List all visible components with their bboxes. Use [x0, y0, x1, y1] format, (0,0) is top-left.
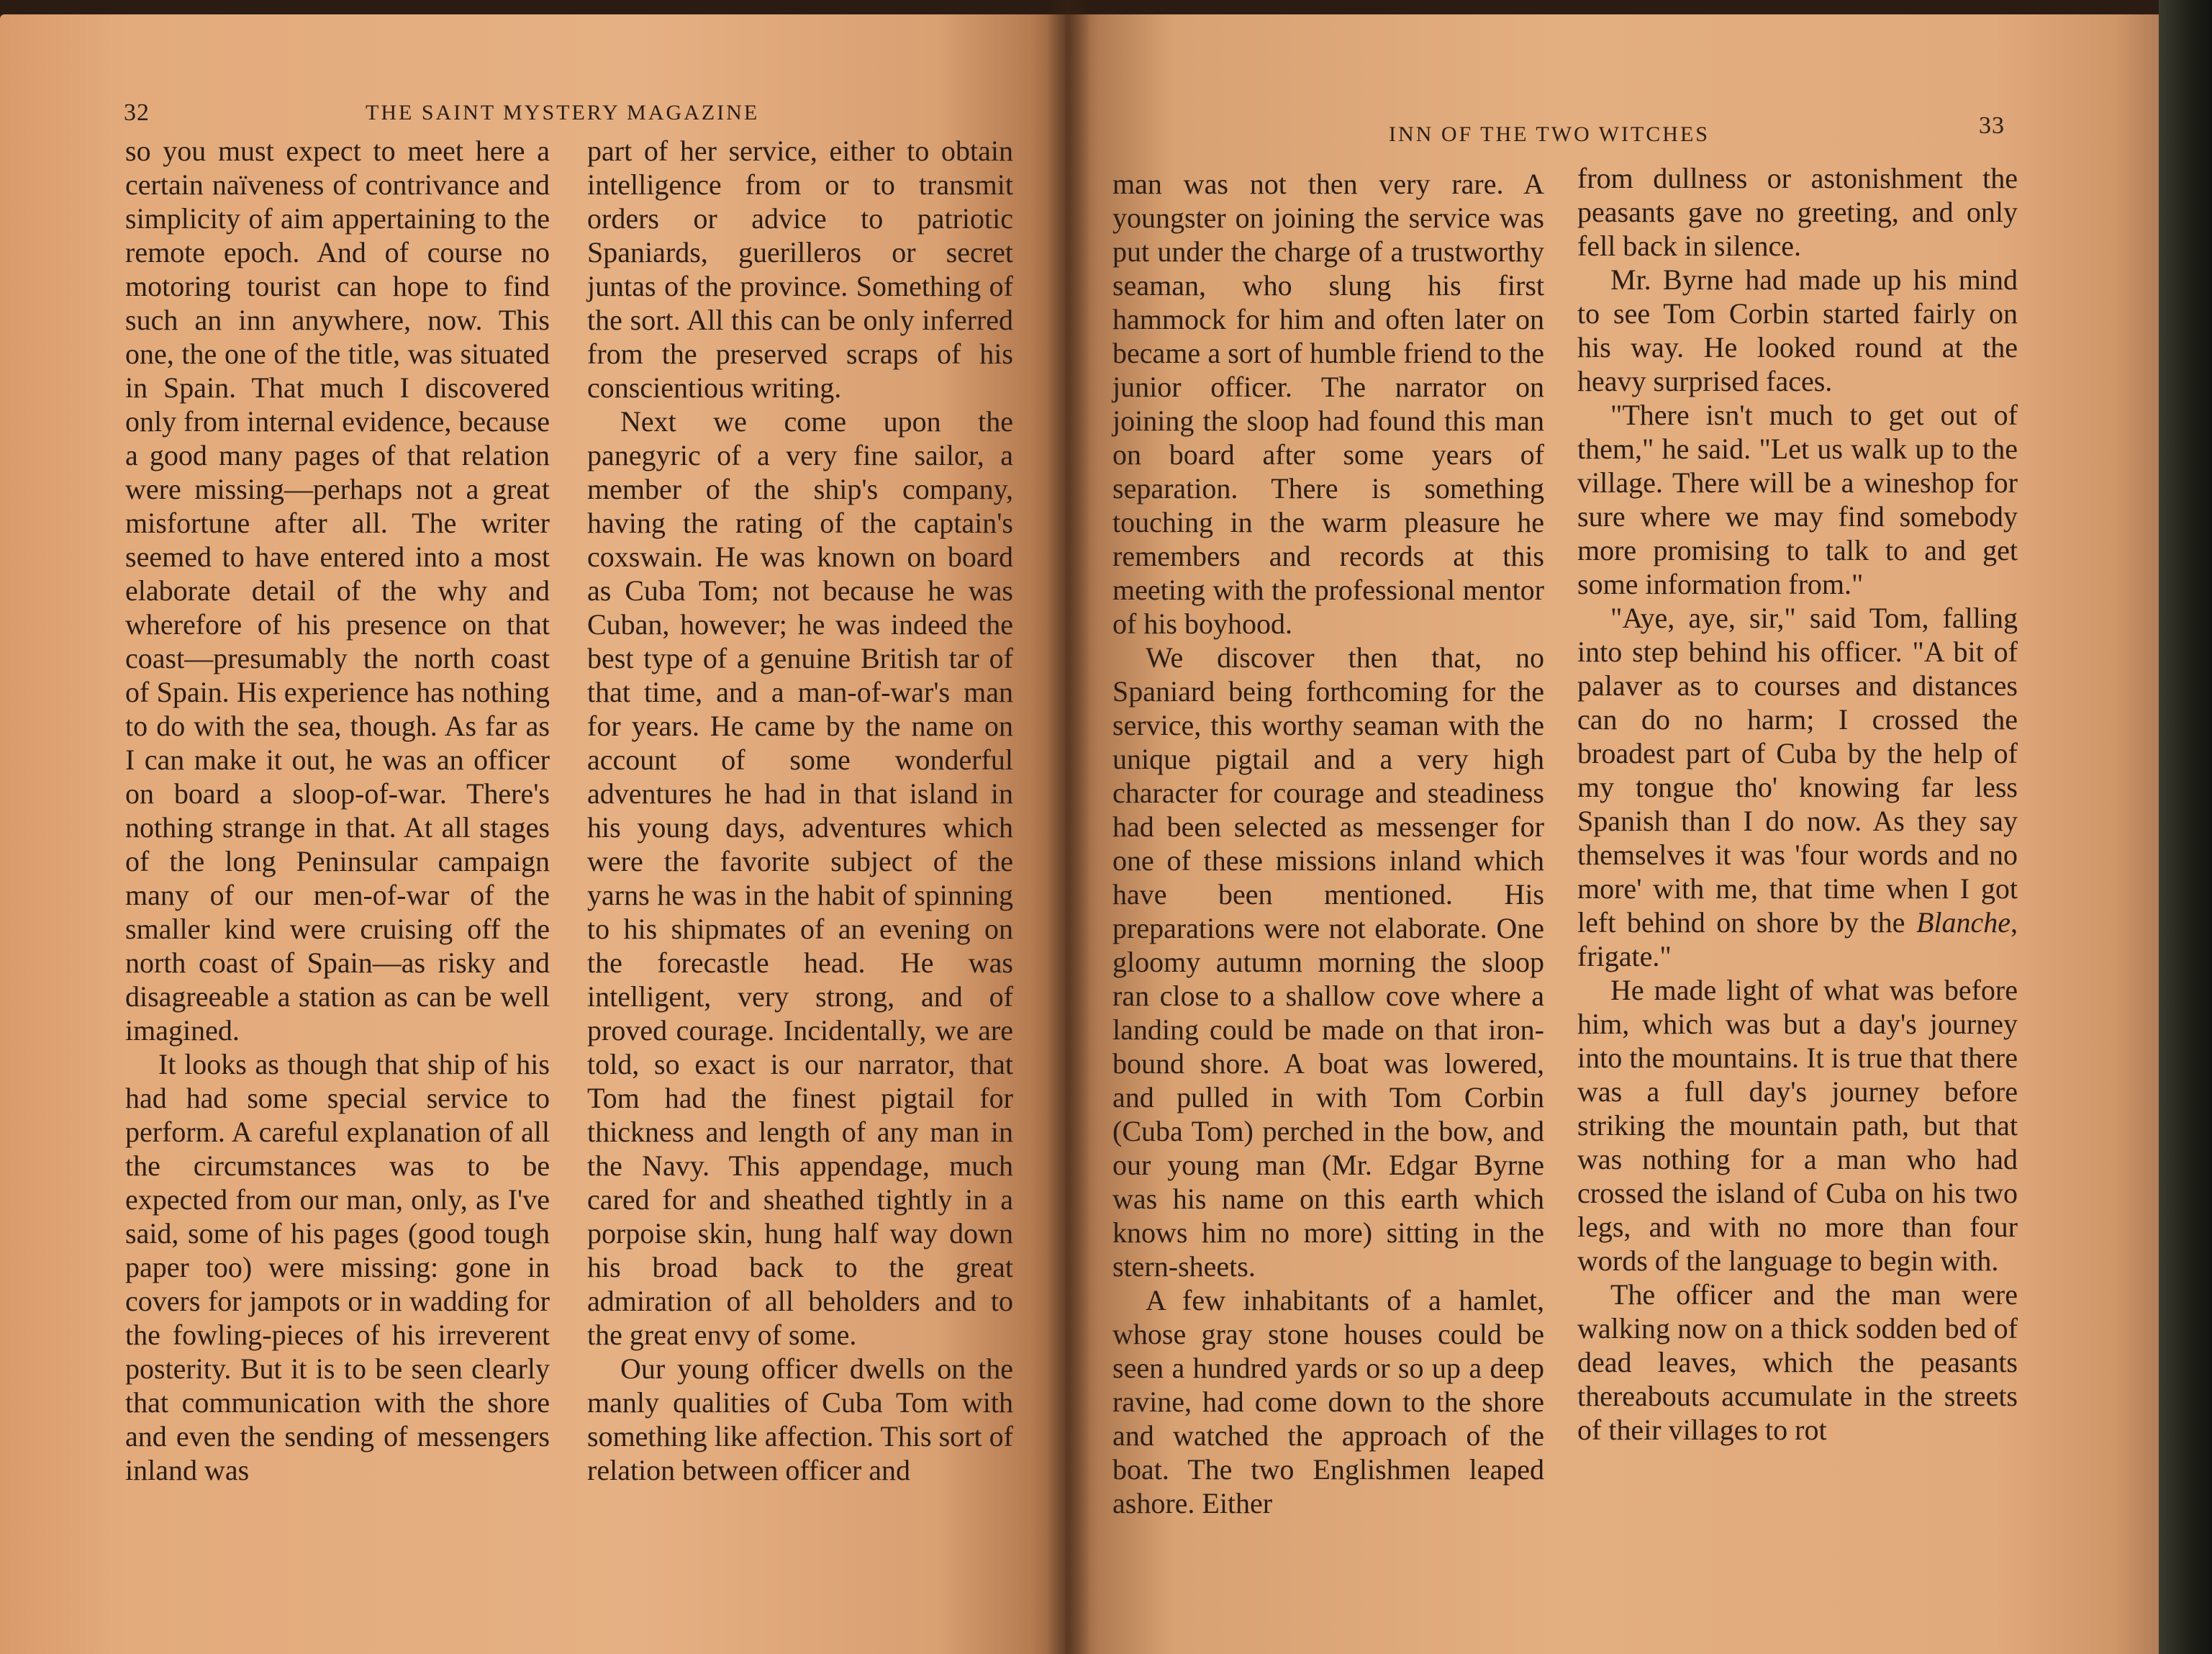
- right-col1-paragraph-3: A few inhabitants of a hamlet, whose gray stone houses could be seen a hundred yards or so up a deep ravine, had come down to the shore and watched the approach of the boat. The two Englishmen leaped ashore. Either: [1112, 1284, 1544, 1519]
- right-page-number: 33: [1979, 112, 2005, 139]
- right-column-2: [1577, 161, 2018, 1447]
- left-running-head: THE SAINT MYSTERY MAGAZINE: [366, 101, 760, 125]
- left-col2-paragraph-3: Our young officer dwells on the manly qualities of Cuba Tom with something like affection. This sort of relation between officer and: [587, 1352, 1013, 1486]
- right-col1-paragraph-2: We discover then that, no Spaniard being forthcoming for the service, this worthy seaman with the unique pigtail and a very high character for courage and steadiness had been selected as messenger for one of these missions inland which have been mentioned. His preparations were not elaborate. One gloomy autumn morning the sloop ran close to a shallow cove where a landing could be made on that iron-bound shore. A boat was lowered, and pulled in with Tom Corbin (Cuba Tom) perched in the bow, and our young man (Mr. Edgar Byrne was his name on this earth which knows him no more) sitting in the stern-sheets.: [1112, 641, 1544, 1283]
- left-col2-paragraph-1: part of her service, either to obtain intelligence from or to transmit orders or advice to patriotic Spaniards, guerilleros or secret juntas of the province. Something of the sort. All this can be only inferred from the preserved scraps of his conscientious writing.: [587, 135, 1013, 404]
- right-col2-paragraph-3: "There isn't much to get out of them," he said. "Let us walk up to the village. There will be a wineshop for sure where we may find somebody more promising to talk to and get some information from.": [1577, 399, 2018, 600]
- right-col2-paragraph-6: The officer and the man were walking now on a thick sodden bed of dead leaves, which the peasants thereabouts accumulate in the streets of their villages to rot: [1577, 1278, 2018, 1446]
- right-col1-paragraph-1: man was not then very rare. A youngster on joining the service was put under the charge of a trustworthy seaman, who slung his first hammock for him and often later on became a sort of humble friend to the junior officer. The narrator on joining the sloop had found this man on board after some years of separation. There is something touching in the warm pleasure he remembers and records at this meeting with the professional mentor of his boyhood.: [1112, 168, 1544, 640]
- right-col2-paragraph-4: [1577, 601, 2018, 973]
- right-col2-paragraph-4-end: , frigate.": [1577, 906, 2018, 972]
- left-page-number: 32: [124, 99, 150, 126]
- left-col2-paragraph-2: Next we come upon the panegyric of a very fine sailor, a member of the ship's company, having the rating of the captain's coxswain. He was known on board as Cuba Tom; not because he was Cuban, however; he was indeed the best type of a genuine British tar of that time, and a man-of-war's man for years. He came by the name on account of some wonderful adventures he had in that island in his young days, adventures which were the favorite subject of the yarns he was in the habit of spinning to his shipmates of an evening on the forecastle head. He was intelligent, very strong, and of proved courage. Incidentally, we are told, so exact is our narrator, that Tom had the finest pigtail for thickness and length of any man in the Navy. This appendage, much cared for and sheathed tightly in a porpoise skin, hung half way down his broad back to the great admiration of all beholders and to the great envy of some.: [587, 405, 1013, 1351]
- book-edge: [2159, 0, 2212, 1654]
- left-column-2: [587, 134, 1013, 1487]
- book-gutter: [1047, 0, 1090, 1654]
- left-column-1: [125, 134, 550, 1487]
- right-col2-paragraph-1: from dullness or astonishment the peasants gave no greeting, and only fell back in silence.: [1577, 162, 2018, 262]
- right-col2-paragraph-2: Mr. Byrne had made up his mind to see Tom Corbin started fairly on his way. He looked round at the heavy surprised faces.: [1577, 263, 2018, 397]
- left-page: [0, 14, 1065, 1654]
- ship-name-italic: Blanche: [1916, 906, 2011, 939]
- right-col2-paragraph-5: He made light of what was before him, which was but a day's journey into the mountains. It is true that there was a full day's journey before striking the mountain path, but that was nothing for a man who had crossed the island of Cuba on his two legs, and with no more than four words of the language to begin with.: [1577, 974, 2018, 1277]
- right-col2-paragraph-4-text: "Aye, aye, sir," said Tom, falling into step behind his officer. "A bit of palaver as to courses and distances can do no harm; I crossed the broadest part of Cuba by the help of my tongue tho' knowing far less Spanish than I do now. As they say themselves it was 'four words and no more' with me, that time when I got left behind on shore by the: [1577, 602, 2018, 939]
- right-column-1: [1112, 167, 1544, 1520]
- left-col1-paragraph-1: so you must expect to meet here a certain naïveness of contrivance and simplicity of aim appertaining to the remote epoch. And of course no motoring tourist can hope to find such an inn anywhere, now. This one, the one of the title, was situated in Spain. That much I discovered only from internal evidence, because a good many pages of that relation were missing—perhaps not a great misfortune after all. The writer seemed to have entered into a most elaborate detail of the why and wherefore of his presence on that coast—presumably the north coast of Spain. His experience has nothing to do with the sea, though. As far as I can make it out, he was an officer on board a sloop-of-war. There's nothing strange in that. At all stages of the long Peninsular campaign many of our men-of-war of the smaller kind were cruising off the north coast of Spain—as risky and disagreeable a station as can be well imagined.: [125, 135, 550, 1047]
- left-col1-paragraph-2: It looks as though that ship of his had had some special service to perform. A careful explanation of all the circumstances was to be expected from our man, only, as I've said, some of his pages (good tough paper too) were missing: gone in covers for jampots or in wadding for the fowling-pieces of his irreverent posterity. But it is to be seen clearly that communication with the shore and even the sending of messengers inland was: [125, 1048, 550, 1486]
- right-running-head: INN OF THE TWO WITCHES: [1389, 122, 1710, 146]
- right-page: [1065, 14, 2159, 1654]
